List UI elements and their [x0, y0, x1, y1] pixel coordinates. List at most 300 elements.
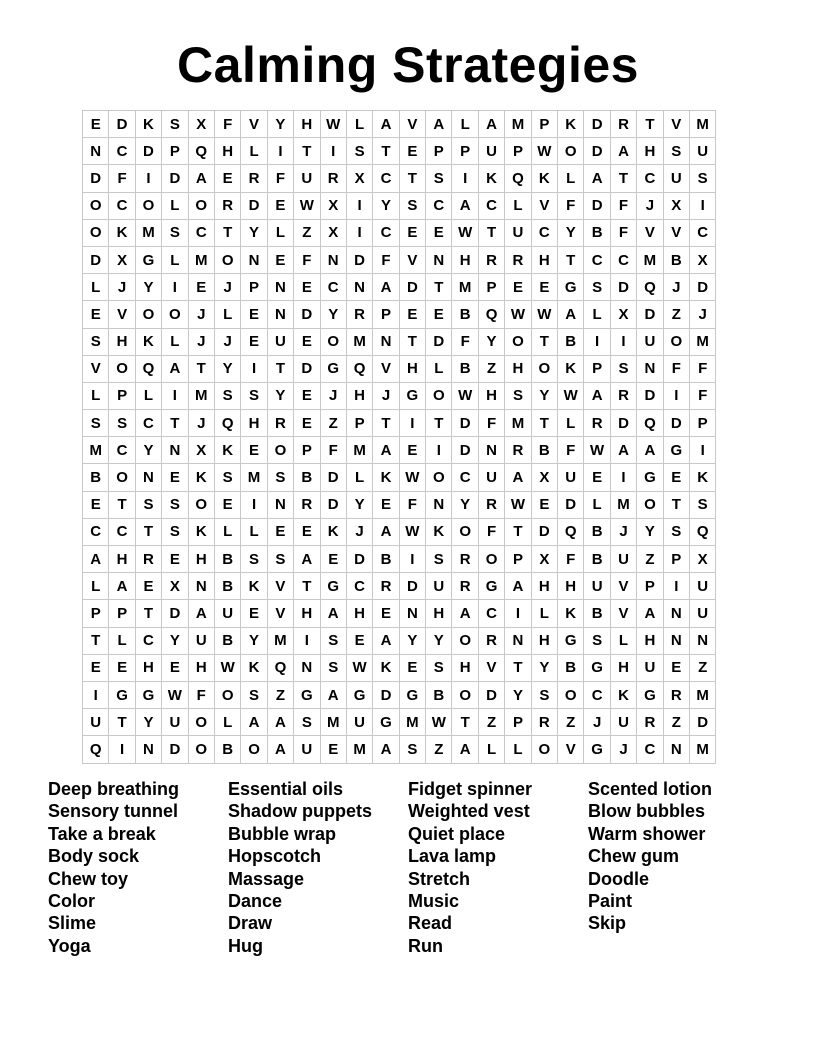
grid-cell: J [663, 274, 689, 301]
grid-cell: K [109, 219, 135, 246]
grid-cell: M [610, 491, 636, 518]
grid-cell: C [109, 518, 135, 545]
grid-cell: K [558, 600, 584, 627]
grid-cell: E [162, 654, 188, 681]
grid-cell: E [162, 464, 188, 491]
grid-cell: E [188, 274, 214, 301]
grid-cell: H [505, 355, 531, 382]
grid-cell: O [267, 437, 293, 464]
grid-cell: W [558, 382, 584, 409]
word-list-item: Warm shower [588, 823, 706, 844]
word-list-item: Bubble wrap [228, 823, 337, 844]
grid-cell: F [558, 546, 584, 573]
grid-cell: I [241, 355, 267, 382]
grid-cell: U [188, 627, 214, 654]
grid-cell: A [188, 165, 214, 192]
grid-cell: C [426, 192, 452, 219]
grid-cell: T [663, 491, 689, 518]
grid-cell: O [320, 328, 346, 355]
grid-cell: T [610, 165, 636, 192]
grid-cell: D [373, 681, 399, 708]
grid-cell: D [637, 301, 663, 328]
grid-cell: Q [505, 165, 531, 192]
grid-cell: L [505, 736, 531, 763]
grid-cell: V [267, 600, 293, 627]
grid-cell: G [637, 464, 663, 491]
grid-cell: Z [267, 681, 293, 708]
grid-cell: L [162, 328, 188, 355]
grid-cell: A [478, 111, 504, 138]
grid-cell: F [610, 192, 636, 219]
grid-cell: K [135, 328, 161, 355]
grid-cell: C [83, 518, 109, 545]
grid-cell: R [610, 382, 636, 409]
grid-cell: Z [558, 709, 584, 736]
grid-cell: N [267, 301, 293, 328]
grid-cell: N [426, 491, 452, 518]
grid-cell: G [346, 681, 372, 708]
grid-cell: A [373, 627, 399, 654]
grid-cell: E [663, 654, 689, 681]
grid-cell: Z [663, 301, 689, 328]
grid-cell: H [452, 246, 478, 273]
grid-cell: S [109, 410, 135, 437]
grid-cell: P [294, 437, 320, 464]
grid-cell: I [663, 382, 689, 409]
grid-cell: E [83, 654, 109, 681]
grid-cell: D [83, 246, 109, 273]
grid-cell: G [320, 573, 346, 600]
grid-cell: Y [346, 491, 372, 518]
grid-cell: G [399, 382, 425, 409]
grid-cell: K [214, 437, 240, 464]
grid-cell: N [505, 627, 531, 654]
grid-cell: E [241, 328, 267, 355]
grid-cell: C [452, 464, 478, 491]
grid-cell: R [320, 165, 346, 192]
grid-cell: I [505, 600, 531, 627]
grid-cell: V [610, 573, 636, 600]
grid-row [83, 600, 716, 627]
grid-cell: N [399, 600, 425, 627]
grid-cell: L [346, 464, 372, 491]
grid-cell: S [505, 382, 531, 409]
grid-cell: D [452, 437, 478, 464]
grid-cell: R [663, 681, 689, 708]
grid-cell: K [188, 464, 214, 491]
grid-cell: L [83, 573, 109, 600]
grid-cell: T [83, 627, 109, 654]
grid-cell: R [267, 410, 293, 437]
grid-cell: Y [531, 382, 557, 409]
grid-cell: B [531, 437, 557, 464]
grid-cell: C [637, 736, 663, 763]
grid-cell: G [399, 681, 425, 708]
grid-cell: J [320, 382, 346, 409]
grid-cell: I [452, 165, 478, 192]
grid-cell: J [689, 301, 715, 328]
grid-cell: L [83, 382, 109, 409]
word-list-item: Blow bubbles [588, 801, 705, 822]
grid-cell: D [320, 491, 346, 518]
grid-cell: S [663, 138, 689, 165]
grid-cell: F [558, 192, 584, 219]
grid-cell: M [241, 464, 267, 491]
grid-cell: Y [320, 301, 346, 328]
grid-cell: V [663, 219, 689, 246]
grid-cell: R [241, 165, 267, 192]
word-list-item: Fidget spinner [408, 779, 533, 799]
grid-cell: U [478, 138, 504, 165]
grid-cell: W [320, 111, 346, 138]
grid-row [83, 274, 716, 301]
grid-cell: T [135, 600, 161, 627]
grid-cell: I [267, 138, 293, 165]
word-search-grid [82, 110, 716, 764]
grid-cell: G [135, 681, 161, 708]
grid-cell: L [83, 274, 109, 301]
word-list-item: Shadow puppets [228, 801, 372, 822]
grid-cell: I [689, 437, 715, 464]
grid-cell: X [188, 437, 214, 464]
grid-cell: S [162, 219, 188, 246]
word-list [48, 778, 768, 957]
grid-cell: H [558, 573, 584, 600]
grid-cell: K [689, 464, 715, 491]
grid-cell: B [426, 681, 452, 708]
grid-cell: H [294, 600, 320, 627]
grid-cell: E [399, 138, 425, 165]
grid-cell: A [637, 600, 663, 627]
grid-cell: S [214, 464, 240, 491]
grid-cell: Q [637, 410, 663, 437]
grid-cell: E [267, 192, 293, 219]
grid-cell: D [162, 736, 188, 763]
grid-cell: D [399, 274, 425, 301]
grid-cell: H [346, 382, 372, 409]
grid-cell: W [452, 219, 478, 246]
grid-cell: M [689, 111, 715, 138]
grid-cell: O [109, 464, 135, 491]
grid-cell: T [373, 138, 399, 165]
grid-cell: Z [426, 736, 452, 763]
grid-cell: V [399, 246, 425, 273]
grid-cell: X [188, 111, 214, 138]
grid-cell: I [663, 573, 689, 600]
grid-cell: O [531, 736, 557, 763]
grid-cell: D [162, 165, 188, 192]
grid-cell: G [584, 736, 610, 763]
grid-cell: H [637, 138, 663, 165]
grid-cell: V [109, 301, 135, 328]
grid-cell: O [214, 681, 240, 708]
grid-cell: O [188, 491, 214, 518]
grid-cell: W [584, 437, 610, 464]
grid-cell: U [83, 709, 109, 736]
grid-cell: Q [346, 355, 372, 382]
grid-cell: D [584, 192, 610, 219]
grid-cell: S [426, 654, 452, 681]
grid-cell: D [689, 709, 715, 736]
grid-cell: H [109, 328, 135, 355]
grid-cell: S [83, 328, 109, 355]
grid-cell: U [558, 464, 584, 491]
grid-cell: M [346, 328, 372, 355]
grid-cell: L [584, 491, 610, 518]
grid-cell: V [637, 219, 663, 246]
grid-cell: S [214, 382, 240, 409]
grid-cell: A [505, 573, 531, 600]
grid-cell: U [637, 654, 663, 681]
grid-cell: N [637, 355, 663, 382]
grid-cell: M [689, 681, 715, 708]
grid-cell: L [610, 627, 636, 654]
grid-cell: B [214, 627, 240, 654]
grid-cell: B [373, 546, 399, 573]
grid-cell: G [135, 246, 161, 273]
grid-cell: A [452, 600, 478, 627]
grid-cell: D [584, 111, 610, 138]
grid-cell: V [531, 192, 557, 219]
grid-cell: E [505, 274, 531, 301]
grid-cell: K [373, 464, 399, 491]
grid-cell: F [267, 165, 293, 192]
grid-cell: Y [373, 192, 399, 219]
grid-cell: H [188, 654, 214, 681]
grid-row [83, 165, 716, 192]
grid-cell: I [162, 274, 188, 301]
grid-cell: S [241, 546, 267, 573]
grid-cell: M [346, 736, 372, 763]
grid-cell: D [610, 410, 636, 437]
grid-cell: K [241, 573, 267, 600]
page-title: Calming Strategies [177, 37, 639, 93]
grid-cell: E [241, 600, 267, 627]
grid-cell: C [531, 219, 557, 246]
grid-cell: Y [135, 709, 161, 736]
grid-cell: C [478, 192, 504, 219]
grid-cell: U [610, 546, 636, 573]
word-list-item: Take a break [48, 823, 156, 844]
grid-cell: V [663, 111, 689, 138]
grid-cell: L [162, 246, 188, 273]
grid-cell: T [109, 491, 135, 518]
grid-cell: A [241, 709, 267, 736]
grid-cell: P [373, 301, 399, 328]
word-list-item: Chew gum [588, 846, 680, 867]
grid-cell: M [320, 709, 346, 736]
grid-cell: V [399, 111, 425, 138]
grid-cell: W [531, 138, 557, 165]
grid-cell: U [478, 464, 504, 491]
grid-row [83, 491, 716, 518]
grid-cell: U [426, 573, 452, 600]
grid-cell: R [531, 709, 557, 736]
grid-cell: H [531, 573, 557, 600]
grid-cell: E [320, 546, 346, 573]
grid-cell: X [689, 546, 715, 573]
word-list-item: Yoga [48, 935, 91, 956]
grid-cell: L [267, 219, 293, 246]
grid-cell: E [426, 301, 452, 328]
grid-cell: L [426, 355, 452, 382]
grid-cell: E [214, 491, 240, 518]
grid-cell: G [373, 709, 399, 736]
grid-cell: R [294, 491, 320, 518]
grid-cell: E [214, 165, 240, 192]
grid-cell: J [214, 274, 240, 301]
grid-cell: D [426, 328, 452, 355]
grid-cell: M [188, 382, 214, 409]
grid-cell: Y [267, 111, 293, 138]
grid-cell: B [214, 546, 240, 573]
grid-cell: Y [637, 518, 663, 545]
grid-cell: N [663, 627, 689, 654]
grid-cell: K [373, 654, 399, 681]
grid-row [83, 518, 716, 545]
grid-cell: L [214, 709, 240, 736]
grid-cell: O [531, 355, 557, 382]
grid-cell: L [584, 301, 610, 328]
grid-cell: B [584, 546, 610, 573]
grid-cell: T [373, 410, 399, 437]
grid-cell: Z [320, 410, 346, 437]
grid-cell: Y [558, 219, 584, 246]
grid-cell: A [610, 437, 636, 464]
grid-cell: R [505, 246, 531, 273]
grid-cell: K [531, 165, 557, 192]
grid-cell: H [109, 546, 135, 573]
grid-cell: O [663, 328, 689, 355]
grid-cell: I [426, 437, 452, 464]
grid-cell: B [452, 355, 478, 382]
grid-cell: C [373, 165, 399, 192]
word-list-item: Paint [588, 890, 633, 911]
grid-row [83, 681, 716, 708]
grid-cell: O [637, 491, 663, 518]
grid-cell: E [531, 274, 557, 301]
grid-cell: T [399, 165, 425, 192]
grid-cell: O [109, 355, 135, 382]
grid-cell: A [267, 736, 293, 763]
grid-cell: T [531, 410, 557, 437]
grid-cell: C [478, 600, 504, 627]
grid-cell: Q [135, 355, 161, 382]
grid-cell: K [610, 681, 636, 708]
grid-cell: Z [663, 709, 689, 736]
grid-cell: E [294, 410, 320, 437]
grid-cell: T [188, 355, 214, 382]
grid-cell: Y [531, 654, 557, 681]
grid-cell: U [637, 328, 663, 355]
grid-cell: H [610, 654, 636, 681]
grid-cell: J [610, 518, 636, 545]
grid-cell: O [505, 328, 531, 355]
grid-cell: S [689, 165, 715, 192]
grid-cell: C [584, 246, 610, 273]
grid-cell: I [241, 491, 267, 518]
grid-cell: L [135, 382, 161, 409]
grid-cell: A [584, 165, 610, 192]
grid-cell: R [214, 192, 240, 219]
grid-cell: X [346, 165, 372, 192]
grid-cell: Y [162, 627, 188, 654]
grid-cell: U [162, 709, 188, 736]
word-list-item: Chew toy [48, 868, 129, 889]
grid-cell: V [373, 355, 399, 382]
word-column [408, 778, 588, 957]
grid-cell: X [689, 246, 715, 273]
grid-cell: A [426, 111, 452, 138]
grid-cell: X [610, 301, 636, 328]
grid-cell: H [399, 355, 425, 382]
grid-cell: E [399, 437, 425, 464]
grid-cell: X [531, 546, 557, 573]
grid-cell: R [452, 546, 478, 573]
grid-cell: U [294, 736, 320, 763]
grid-cell: S [135, 491, 161, 518]
grid-cell: W [505, 301, 531, 328]
grid-cell: L [505, 192, 531, 219]
grid-cell: D [584, 138, 610, 165]
grid-cell: B [452, 301, 478, 328]
grid-cell: P [241, 274, 267, 301]
grid-cell: C [346, 573, 372, 600]
grid-cell: D [109, 111, 135, 138]
grid-row [83, 192, 716, 219]
grid-cell: T [478, 219, 504, 246]
grid-cell: T [267, 355, 293, 382]
grid-cell: O [558, 138, 584, 165]
word-list-item: Essential oils [228, 779, 344, 799]
grid-cell: D [637, 382, 663, 409]
grid-cell: R [584, 410, 610, 437]
grid-row [83, 355, 716, 382]
grid-cell: D [135, 138, 161, 165]
grid-cell: Q [83, 736, 109, 763]
word-list-item: Stretch [408, 868, 471, 889]
grid-row [83, 546, 716, 573]
grid-cell: A [373, 518, 399, 545]
grid-cell: N [241, 246, 267, 273]
grid-cell: T [426, 410, 452, 437]
grid-cell: K [188, 518, 214, 545]
grid-cell: M [452, 274, 478, 301]
grid-cell: D [346, 546, 372, 573]
grid-cell: L [531, 600, 557, 627]
grid-cell: P [426, 138, 452, 165]
grid-cell: S [531, 681, 557, 708]
grid-cell: A [188, 600, 214, 627]
grid-cell: L [558, 410, 584, 437]
grid-cell: M [135, 219, 161, 246]
grid-row [83, 627, 716, 654]
grid-cell: M [505, 111, 531, 138]
grid-cell: O [83, 219, 109, 246]
grid-cell: M [689, 328, 715, 355]
word-list-item: Dance [228, 890, 283, 911]
grid-cell: P [637, 573, 663, 600]
grid-cell: I [162, 382, 188, 409]
grid-cell: R [452, 573, 478, 600]
grid-cell: U [505, 219, 531, 246]
grid-cell: F [399, 491, 425, 518]
grid-cell: P [478, 274, 504, 301]
grid-cell: J [188, 410, 214, 437]
grid-cell: S [426, 546, 452, 573]
word-list-item: Weighted vest [408, 801, 530, 822]
grid-cell: O [135, 301, 161, 328]
